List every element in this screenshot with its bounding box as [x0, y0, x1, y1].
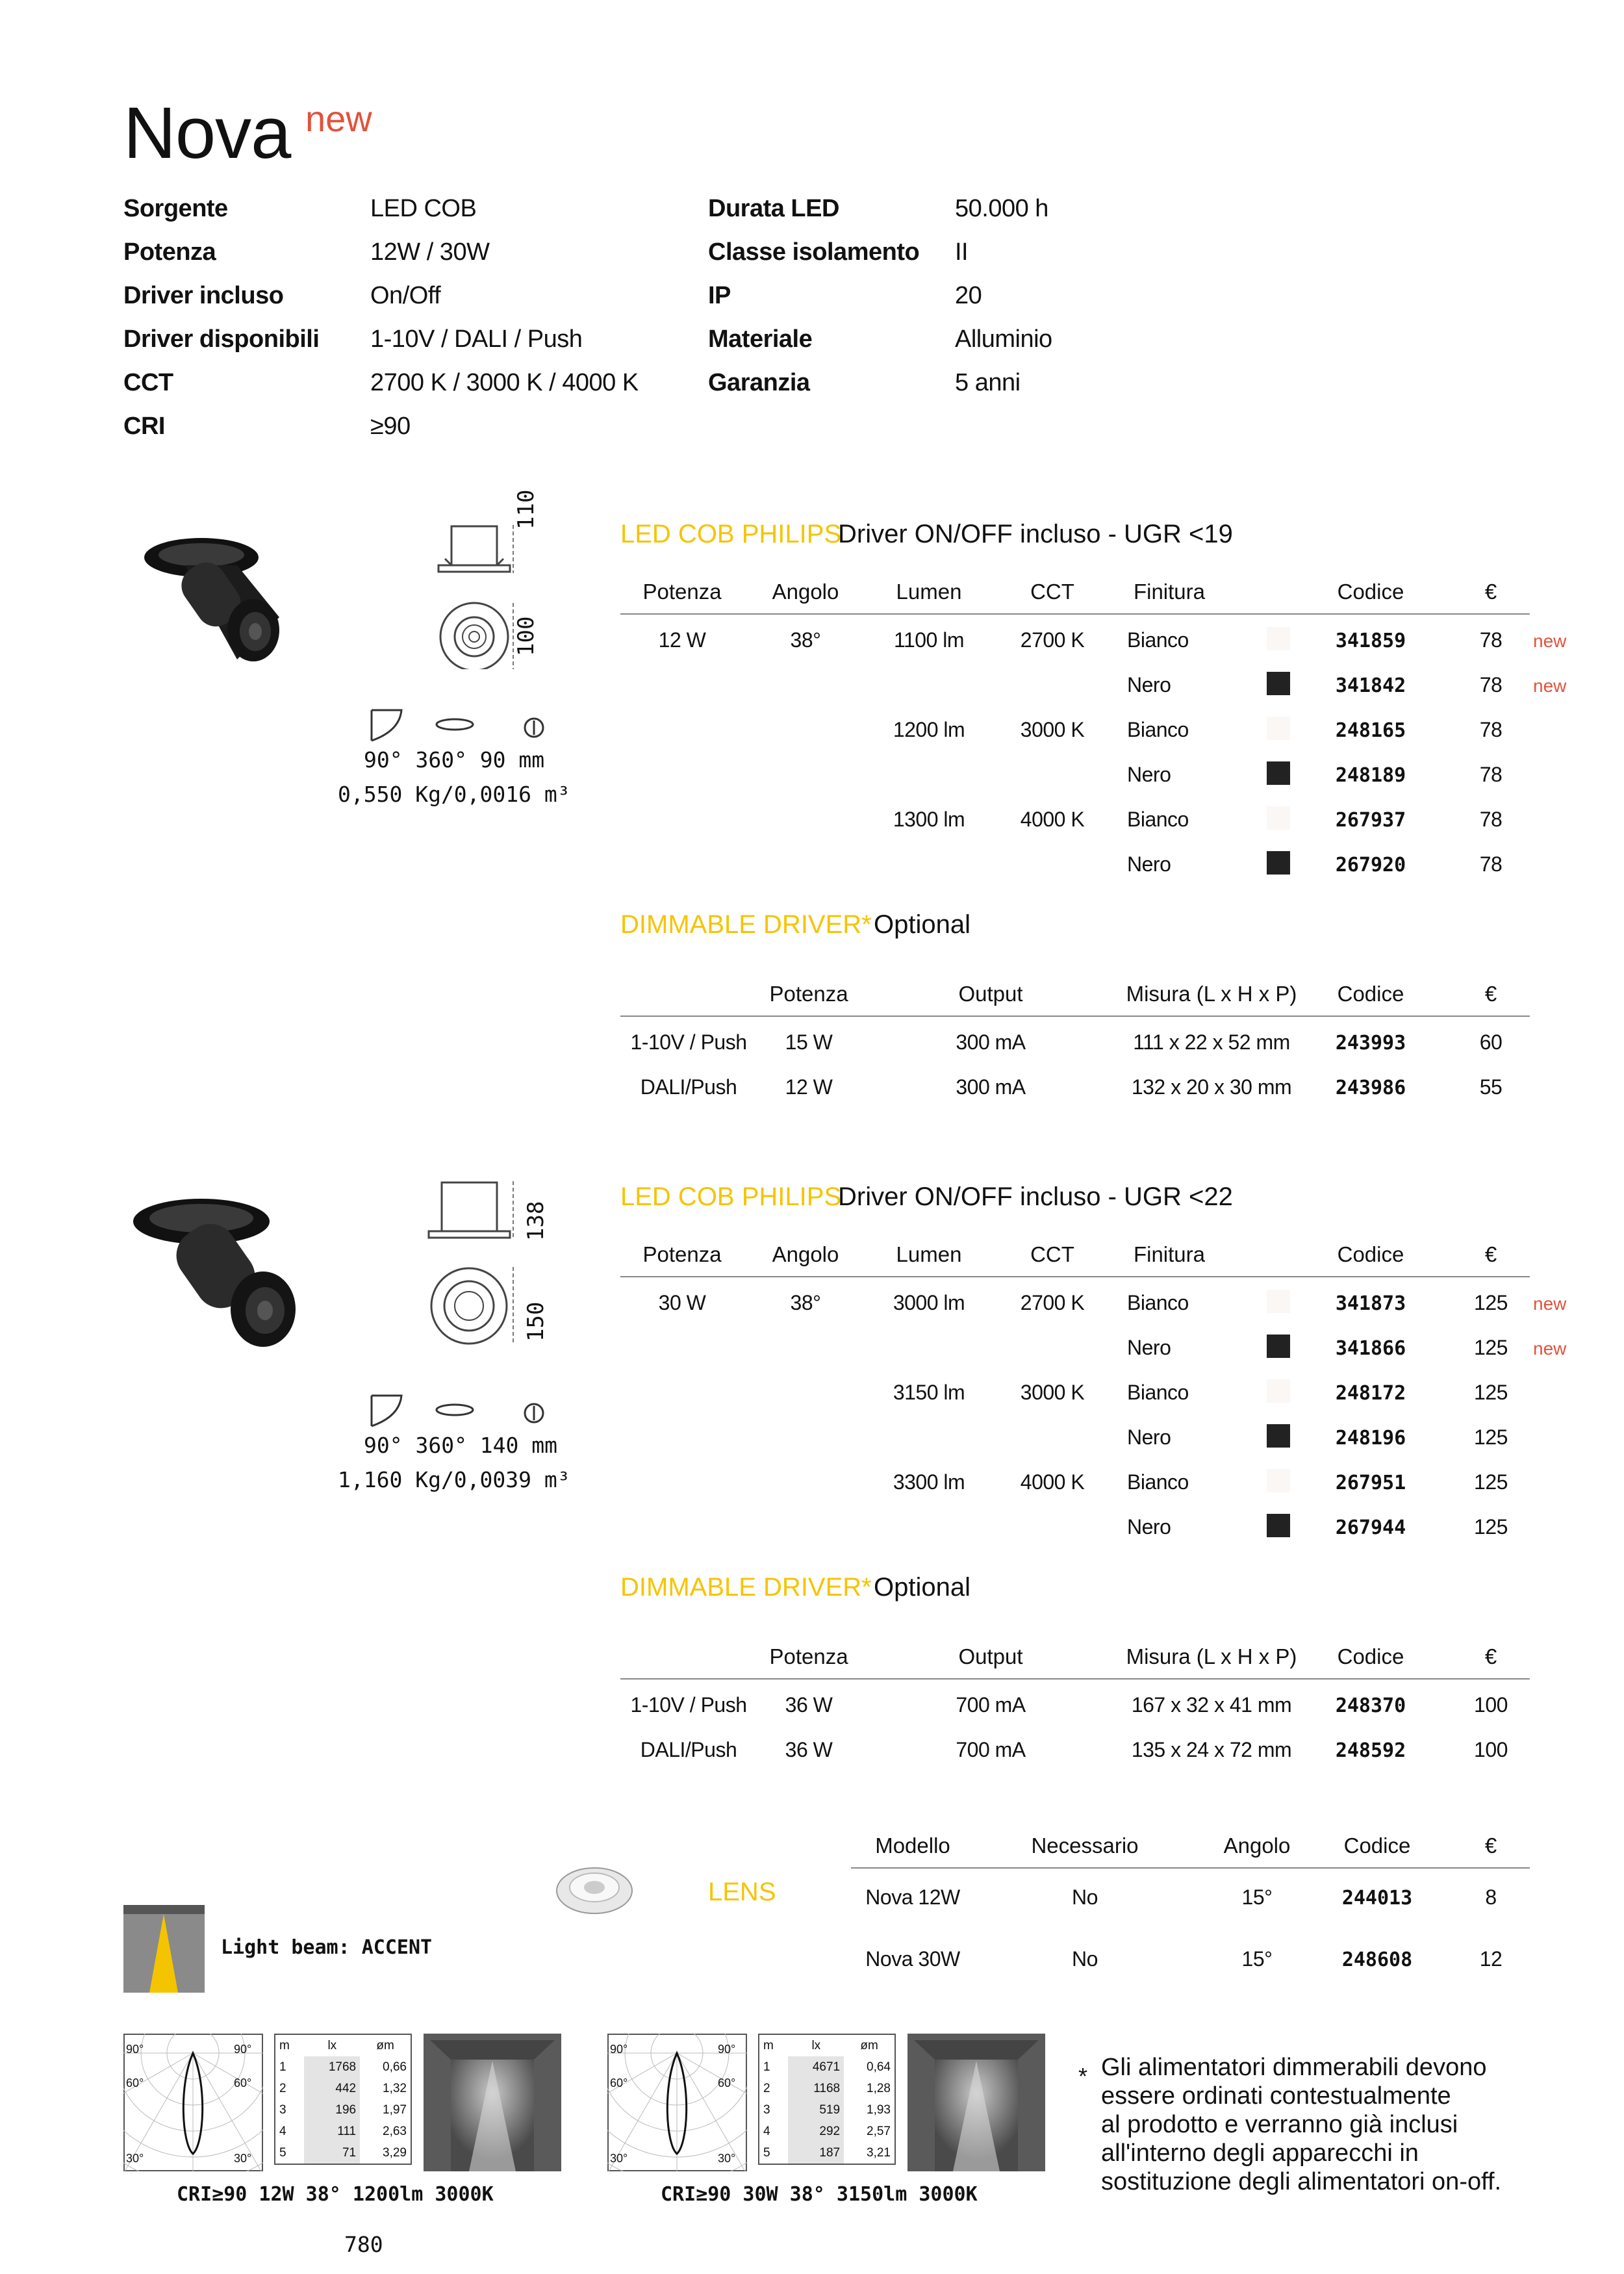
photometry-caption: CRI≥90 12W 38° 1200lm 3000K: [177, 2183, 494, 2206]
lux-cell: 3: [279, 2102, 286, 2117]
lux-table: [758, 2034, 896, 2165]
cell-prezzo: 12: [1479, 1947, 1503, 1971]
lux-cell: 196: [304, 2099, 360, 2121]
finish-swatch: [1267, 761, 1290, 785]
cell-finitura: Bianco: [1127, 808, 1189, 831]
footnote-line: al prodotto e verranno già inclusi: [1101, 2111, 1458, 2138]
cell-finitura: Nero: [1127, 763, 1171, 786]
footnote-line: all'interno degli apparecchi in: [1101, 2140, 1419, 2167]
cell-misura: 135 x 24 x 72 mm: [1131, 1738, 1292, 1761]
header-divider: [1455, 1678, 1530, 1680]
section-brand: LED COB PHILIPS: [620, 1182, 842, 1211]
lux-cell: 71: [304, 2142, 360, 2164]
polar-angle-label: 60°: [610, 2076, 628, 2089]
lux-header-cell: lx: [811, 2038, 821, 2052]
spec-value: 20: [955, 282, 982, 309]
driver-title: DIMMABLE DRIVER*: [620, 1573, 872, 1602]
lux-row: [759, 2121, 895, 2142]
cell-angolo: 38°: [790, 628, 821, 652]
lux-cell: 0,64: [867, 2060, 891, 2074]
cell-tipo: DALI/Push: [640, 1738, 737, 1761]
lux-cell: 4671: [788, 2056, 844, 2078]
column-header: Finitura: [1133, 1242, 1206, 1266]
footnote-line: sostituzione degli alimentatori on-off.: [1101, 2168, 1502, 2195]
cell-prezzo: 100: [1474, 1693, 1508, 1717]
beam-render: [424, 2034, 561, 2171]
light-beam-icon: [123, 1905, 205, 1993]
lens-label: LENS: [708, 1878, 776, 1906]
driver-optional: Optional: [874, 910, 971, 939]
page-title: Nova: [123, 92, 291, 173]
cell-codice: 267944: [1335, 1516, 1406, 1539]
polar-angle-label: 90°: [126, 2043, 144, 2056]
cell-lumen: 1300 lm: [893, 808, 965, 831]
cell-finitura: Nero: [1127, 1336, 1171, 1359]
cell-codice: 243986: [1335, 1077, 1406, 1099]
lux-row: [275, 2078, 411, 2099]
header-divider: [1455, 1867, 1530, 1869]
column-header: €: [1484, 1242, 1497, 1266]
lux-cell: 1: [763, 2060, 770, 2074]
polar-angle-label: 60°: [718, 2076, 736, 2089]
cell-output: 300 mA: [956, 1030, 1026, 1054]
dim-diameter-label: 100: [513, 616, 539, 656]
lux-row: [275, 2121, 411, 2142]
spec-value: 12W / 30W: [370, 238, 490, 266]
polar-angle-label: 60°: [126, 2076, 144, 2089]
column-header: Finitura: [1133, 580, 1206, 604]
lux-row: [275, 2142, 411, 2164]
spec-summary-line2: 1,160 Kg/0,0039 m³: [338, 1467, 570, 1492]
lens-photo: [552, 1858, 637, 1923]
lux-header-cell: m: [279, 2038, 290, 2052]
spec-key: IP: [708, 282, 731, 309]
cell-potenza: 36 W: [785, 1693, 833, 1717]
title-new-badge: new: [305, 98, 372, 139]
spec-value: 1-10V / DALI / Push: [370, 326, 583, 353]
new-badge: new: [1533, 1338, 1567, 1359]
new-badge: new: [1533, 631, 1567, 651]
cell-cct: 2700 K: [1020, 628, 1085, 652]
cell-codice: 267951: [1335, 1472, 1406, 1494]
driver-title: DIMMABLE DRIVER*: [620, 910, 872, 939]
column-header: Output: [958, 1644, 1023, 1668]
finish-swatch: [1267, 672, 1290, 695]
cell-cct: 4000 K: [1020, 808, 1085, 831]
spec-key: Classe isolamento: [708, 238, 920, 266]
spec-summary-line1: 90° 360° 140 mm: [364, 1433, 558, 1458]
finish-swatch: [1267, 627, 1290, 650]
spec-key: Durata LED: [708, 195, 839, 222]
header-divider: [620, 1016, 1471, 1017]
cell-codice: 341873: [1335, 1292, 1406, 1315]
lux-row: [275, 2099, 411, 2121]
spec-summary-line1: 90° 360° 90 mm: [364, 747, 545, 773]
light-beam-label: Light beam: ACCENT: [221, 1936, 433, 1959]
finish-swatch: [1267, 806, 1290, 830]
lux-header-cell: øm: [860, 2038, 878, 2052]
spec-key: CRI: [123, 413, 165, 440]
spec-key: Driver incluso: [123, 282, 284, 309]
footnote: [1101, 2053, 1501, 2196]
lux-cell: 187: [788, 2142, 844, 2164]
cell-finitura: Bianco: [1127, 718, 1189, 741]
finish-swatch: [1267, 1379, 1290, 1403]
header-divider: [1455, 1016, 1530, 1017]
rotation-icon: [437, 719, 473, 730]
lux-cell: 1,28: [867, 2081, 891, 2095]
lux-header-row: [275, 2034, 411, 2056]
column-header: Angolo: [1223, 1833, 1291, 1858]
column-header: Codice: [1337, 1644, 1404, 1668]
column-header: Codice: [1337, 982, 1404, 1006]
cell-misura: 132 x 20 x 30 mm: [1131, 1075, 1292, 1099]
cell-potenza: 12 W: [785, 1075, 833, 1099]
polar-angle-label: 30°: [610, 2152, 628, 2165]
column-header: Codice: [1337, 1242, 1404, 1266]
lux-cell: 5: [763, 2145, 770, 2160]
column-header: Lumen: [896, 580, 962, 604]
cell-prezzo: 125: [1474, 1336, 1508, 1359]
column-header: Necessario: [1031, 1833, 1139, 1858]
cell-codice: 248165: [1335, 719, 1406, 742]
column-header: Angolo: [772, 580, 839, 604]
rotation-icon: [437, 1405, 473, 1415]
cell-potenza: 15 W: [785, 1030, 833, 1054]
header-divider: [620, 1276, 1471, 1277]
lux-header-cell: lx: [327, 2038, 337, 2052]
cell-codice: 248189: [1335, 764, 1406, 787]
lux-cell: 2: [763, 2081, 770, 2095]
column-header: Modello: [875, 1833, 950, 1858]
dim-diameter-label: 150: [523, 1301, 549, 1342]
cell-lumen: 1100 lm: [894, 628, 964, 652]
cell-tipo: DALI/Push: [640, 1075, 737, 1099]
lux-cell: 0,66: [383, 2060, 407, 2074]
dim-diameter-2: [523, 1302, 549, 1342]
cell-cct: 4000 K: [1020, 1470, 1085, 1494]
dim-height-label: 110: [513, 489, 539, 530]
cell-angolo: 15°: [1241, 1947, 1273, 1971]
cell-finitura: Bianco: [1127, 1381, 1189, 1404]
column-header: Potenza: [769, 1644, 848, 1668]
lux-cell: 1168: [788, 2078, 844, 2099]
spec-icons-2: [364, 1390, 578, 1429]
lux-header-row: [759, 2034, 895, 2056]
cell-codice: 243993: [1335, 1032, 1406, 1054]
lux-cell: 1,32: [383, 2081, 407, 2095]
cell-output: 700 mA: [956, 1738, 1026, 1761]
lux-table: [274, 2034, 412, 2165]
cell-lumen: 1200 lm: [893, 718, 965, 741]
spec-value: 2700 K / 3000 K / 4000 K: [370, 369, 639, 396]
cell-prezzo: 78: [1479, 718, 1503, 741]
column-header: Potenza: [769, 982, 848, 1006]
lux-cell: 292: [788, 2121, 844, 2142]
finish-swatch: [1267, 1469, 1290, 1492]
cell-modello: Nova 30W: [865, 1947, 960, 1971]
cell-output: 700 mA: [956, 1693, 1026, 1717]
column-header: €: [1484, 1644, 1497, 1668]
cell-cct: 3000 K: [1020, 1381, 1085, 1404]
spec-value: ≥90: [370, 413, 411, 440]
lux-row: [275, 2056, 411, 2078]
lux-cell: 4: [279, 2124, 286, 2138]
column-header: Angolo: [772, 1242, 839, 1266]
cell-finitura: Nero: [1127, 1515, 1171, 1539]
spec-key: Garanzia: [708, 369, 810, 396]
finish-swatch: [1267, 717, 1290, 740]
cell-prezzo: 125: [1474, 1381, 1508, 1404]
spec-value: II: [955, 238, 969, 266]
product-photo-nova-30w: [130, 1186, 318, 1355]
cell-codice: 248608: [1341, 1948, 1413, 1971]
lux-row: [759, 2056, 895, 2078]
cell-cct: 3000 K: [1020, 718, 1085, 741]
lux-cell: 111: [304, 2121, 360, 2142]
lux-row: [759, 2142, 895, 2164]
column-header: Potenza: [642, 1242, 722, 1266]
cell-codice: 248196: [1335, 1427, 1406, 1450]
lux-cell: 5: [279, 2145, 286, 2160]
cell-cct: 2700 K: [1020, 1291, 1085, 1314]
spec-value: 5 anni: [955, 369, 1021, 396]
finish-swatch: [1267, 1424, 1290, 1448]
polar-angle-label: 30°: [126, 2152, 144, 2165]
header-divider: [1455, 613, 1530, 615]
spec-value: 50.000 h: [955, 195, 1048, 222]
dim-diameter-1: [513, 617, 539, 656]
cell-codice: 244013: [1341, 1887, 1413, 1910]
cell-codice: 267920: [1335, 854, 1406, 876]
finish-swatch: [1267, 1290, 1290, 1313]
cell-prezzo: 78: [1479, 763, 1503, 786]
spec-key: Materiale: [708, 326, 813, 353]
lux-cell: 3,29: [383, 2145, 407, 2160]
column-header: Misura (L x H x P): [1126, 1644, 1297, 1668]
cell-lumen: 3300 lm: [893, 1470, 965, 1494]
dim-height-2: [523, 1201, 549, 1241]
lux-cell: 3,21: [867, 2145, 891, 2160]
cell-prezzo: 55: [1479, 1075, 1503, 1099]
footnote-line: essere ordinati contestualmente: [1101, 2082, 1451, 2110]
cell-lumen: 3000 lm: [893, 1291, 965, 1314]
footnote-line: Gli alimentatori dimmerabili devono: [1101, 2054, 1487, 2081]
cell-tipo: 1-10V / Push: [630, 1693, 747, 1717]
header-divider: [620, 1678, 1471, 1680]
header-divider: [1455, 1276, 1530, 1277]
cell-potenza: 36 W: [785, 1738, 833, 1761]
cell-modello: Nova 12W: [865, 1885, 960, 1909]
cell-angolo: 15°: [1241, 1885, 1273, 1909]
cell-codice: 248370: [1335, 1694, 1406, 1717]
cell-tipo: 1-10V / Push: [630, 1030, 747, 1054]
spec-key: Potenza: [123, 238, 216, 266]
column-header: Misura (L x H x P): [1126, 982, 1297, 1006]
cell-prezzo: 125: [1474, 1425, 1508, 1449]
cell-prezzo: 78: [1479, 808, 1503, 831]
cell-finitura: Bianco: [1127, 1291, 1189, 1314]
tilt-icon: [372, 710, 401, 741]
spec-value: On/Off: [370, 282, 441, 309]
spec-summary-line2: 0,550 Kg/0,0016 m³: [338, 782, 570, 807]
lux-cell: 2,63: [383, 2124, 407, 2138]
driver-optional: Optional: [874, 1573, 971, 1602]
cell-finitura: Nero: [1127, 673, 1171, 696]
spec-value: LED COB: [370, 195, 477, 222]
column-header: €: [1484, 982, 1497, 1006]
spec-value: Alluminio: [955, 326, 1052, 353]
cell-prezzo: 78: [1479, 852, 1503, 876]
finish-swatch: [1267, 1335, 1290, 1358]
lux-cell: 1,97: [383, 2102, 407, 2117]
cell-lumen: 3150 lm: [893, 1381, 965, 1404]
product-photo-nova-12w: [140, 526, 302, 669]
section-brand: LED COB PHILIPS: [620, 520, 842, 548]
cell-codice: 248592: [1335, 1739, 1406, 1762]
beam-render: [907, 2034, 1045, 2171]
page-number: 780: [344, 2232, 383, 2257]
cell-prezzo: 8: [1485, 1885, 1497, 1909]
lux-cell: 1768: [304, 2056, 360, 2078]
cell-finitura: Bianco: [1127, 628, 1189, 652]
lux-header-cell: øm: [376, 2038, 394, 2052]
cell-finitura: Bianco: [1127, 1470, 1189, 1494]
spec-icons-1: [364, 705, 578, 744]
polar-angle-label: 90°: [718, 2043, 736, 2056]
cell-prezzo: 100: [1474, 1738, 1508, 1761]
lux-row: [759, 2099, 895, 2121]
tilt-icon: [372, 1396, 401, 1426]
photometry-caption: CRI≥90 30W 38° 3150lm 3000K: [661, 2183, 978, 2206]
lux-cell: 1: [279, 2060, 286, 2074]
cell-prezzo: 125: [1474, 1515, 1508, 1539]
spec-key: CCT: [123, 369, 173, 396]
lux-cell: 1,93: [867, 2102, 891, 2117]
cell-prezzo: 125: [1474, 1291, 1508, 1314]
cell-finitura: Nero: [1127, 1425, 1171, 1449]
cell-codice: 248172: [1335, 1382, 1406, 1405]
new-badge: new: [1533, 1294, 1567, 1314]
cell-potenza: 12 W: [658, 628, 706, 652]
cell-prezzo: 60: [1479, 1030, 1503, 1054]
lux-header-cell: m: [763, 2038, 774, 2052]
lux-cell: 4: [763, 2124, 770, 2138]
polar-angle-label: 30°: [234, 2152, 252, 2165]
cell-codice: 341842: [1335, 674, 1406, 697]
cell-prezzo: 125: [1474, 1470, 1508, 1494]
spec-key: Sorgente: [123, 195, 228, 222]
lux-row: [759, 2078, 895, 2099]
lux-cell: 3: [763, 2102, 770, 2117]
cell-necessario: No: [1072, 1947, 1098, 1971]
cell-codice: 341859: [1335, 630, 1406, 652]
column-header: €: [1484, 1833, 1497, 1858]
header-divider: [620, 613, 1471, 615]
cell-codice: 341866: [1335, 1337, 1406, 1360]
polar-angle-label: 90°: [610, 2043, 628, 2056]
dim-height-label: 138: [523, 1201, 549, 1241]
lux-cell: 2: [279, 2081, 286, 2095]
section-description: Driver ON/OFF incluso - UGR <19: [838, 520, 1233, 548]
column-header: Potenza: [642, 580, 722, 604]
cell-angolo: 38°: [790, 1291, 821, 1314]
column-header: Codice: [1343, 1833, 1411, 1858]
polar-angle-label: 30°: [718, 2152, 736, 2165]
column-header: CCT: [1030, 580, 1074, 604]
lux-cell: 519: [788, 2099, 844, 2121]
cell-misura: 111 x 22 x 52 mm: [1133, 1030, 1290, 1054]
finish-swatch: [1267, 1514, 1290, 1537]
spec-key: Driver disponibili: [123, 326, 320, 353]
column-header: CCT: [1030, 1242, 1074, 1266]
polar-angle-label: 60°: [234, 2076, 252, 2089]
column-header: Codice: [1337, 580, 1404, 604]
cell-finitura: Nero: [1127, 852, 1171, 876]
footnote-mark: *: [1078, 2063, 1088, 2089]
dim-height-1: [513, 490, 539, 530]
cell-codice: 267937: [1335, 809, 1406, 832]
new-badge: new: [1533, 676, 1567, 696]
cell-prezzo: 78: [1479, 628, 1503, 652]
cell-misura: 167 x 32 x 41 mm: [1131, 1693, 1292, 1717]
cell-potenza: 30 W: [658, 1291, 706, 1314]
cell-necessario: No: [1072, 1885, 1098, 1909]
header-divider: [851, 1867, 1471, 1869]
lux-cell: 2,57: [867, 2124, 891, 2138]
column-header: Lumen: [896, 1242, 962, 1266]
column-header: €: [1484, 580, 1497, 604]
cell-output: 300 mA: [956, 1075, 1026, 1099]
polar-angle-label: 90°: [234, 2043, 252, 2056]
lux-cell: 442: [304, 2078, 360, 2099]
cell-prezzo: 78: [1479, 673, 1503, 696]
finish-swatch: [1267, 851, 1290, 875]
section-description: Driver ON/OFF incluso - UGR <22: [838, 1182, 1233, 1211]
column-header: Output: [958, 982, 1023, 1006]
